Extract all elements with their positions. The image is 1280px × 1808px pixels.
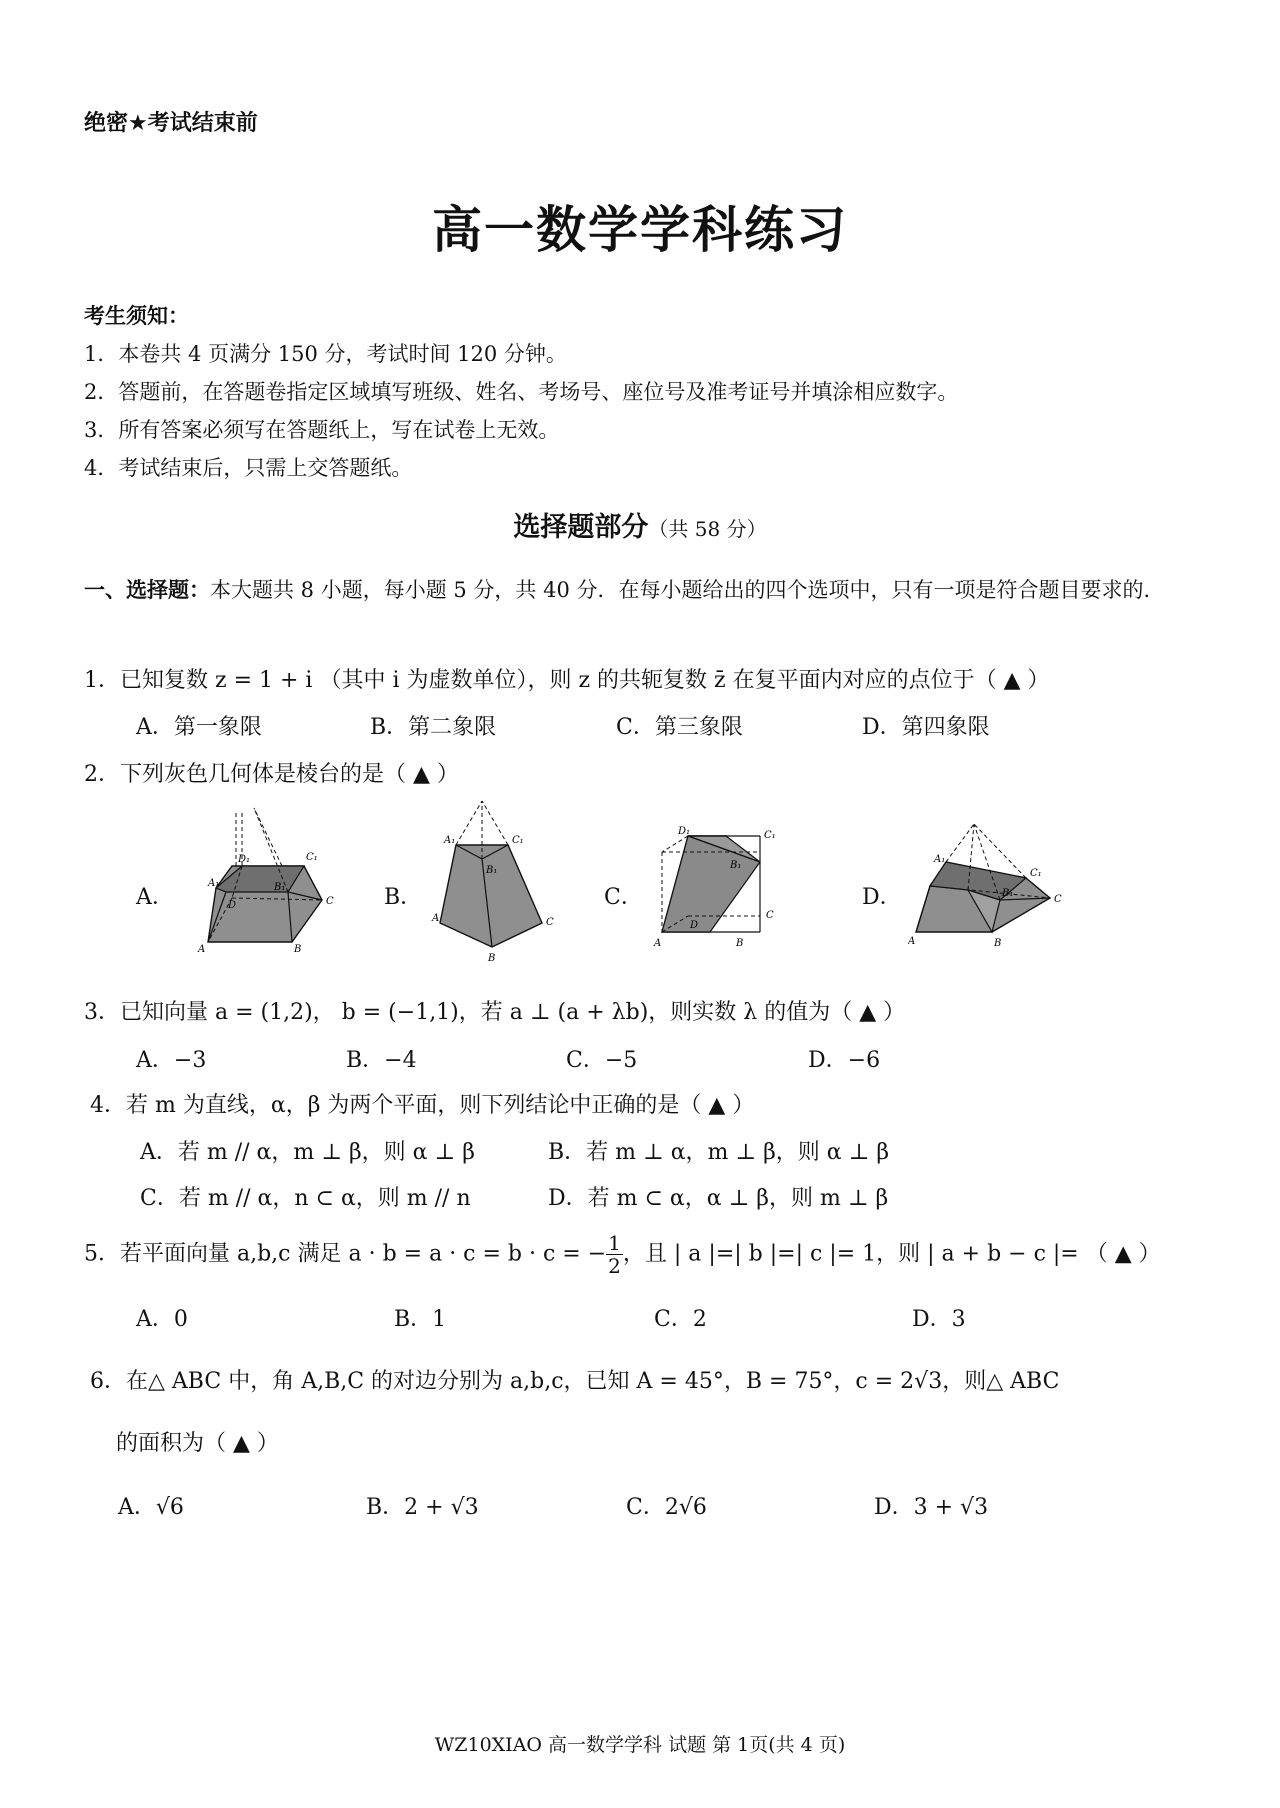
figure-a [196,800,346,960]
figure-c-label-b1: B₁ [730,860,742,871]
figure-a-label-b1: B₁ [274,882,286,893]
figure-c-label-d: D [690,920,699,931]
question-6-stem: 6．在△ ABC 中，角 A,B,C 的对边分别为 a,b,c，已知 A = 45°，B = 75°，c = 2√3，则△ ABC [90,1369,1060,1394]
question-5-option-d: D．3 [912,1307,966,1332]
figure-a-label-c1: C₁ [306,852,318,863]
figure-d-label-b: B [994,938,1002,949]
page-title: 高一数学学科练习 [432,200,848,259]
question-6-stem-continued: 的面积为（ ▲ ） [116,1431,279,1456]
figure-a-label-d1: D₁ [238,854,251,865]
question-5-stem [84,1232,1161,1277]
question-1-stem: 1．已知复数 z = 1 + i （其中 i 为虚数单位），则 z 的共轭复数 z̄ 在复平面内对应的点位于（ ▲ ） [84,668,1050,693]
figure-a-label-a1: A₁ [208,878,220,889]
question-3-stem: 3．已知向量 a = (1,2)， b = (−1,1)，若 a ⊥ (a + λb)，则实数 λ 的值为（ ▲ ） [84,1000,906,1025]
section-subtitle: （共 58 分） [648,517,767,541]
figure-d-label-a: A [908,936,916,947]
figure-d-label-c1: C₁ [1030,868,1042,879]
question-5-fraction [606,1232,623,1277]
confidential-label: 绝密★考试结束前 [84,111,258,136]
question-2-stem: 2．下列灰色几何体是棱台的是（ ▲ ） [84,762,459,787]
question-2-option-a: A． [136,885,174,910]
notice-item-3: 3．所有答案必须写在答题纸上，写在试卷上无效。 [84,418,560,442]
figure-a-label-d: D [228,900,237,911]
section-title: 选择题部分 [513,512,649,543]
figure-c [648,822,788,952]
question-6-option-c: C．2√6 [626,1495,707,1520]
question-4-option-c: C．若 m // α，n ⊂ α，则 m // n [140,1186,471,1211]
question-5-stem-part-a: 5．若平面向量 a,b,c 满足 a · b = a · c = b · c = − [84,1241,607,1267]
notice-item-2: 2．答题前，在答题卷指定区域填写班级、姓名、考场号、座位号及准考证号并填涂相应数字。 [84,380,959,404]
figure-b-label-b1: B₁ [486,865,498,876]
figure-a-label-c: C [326,896,334,907]
figure-b-label-c1: C₁ [512,835,524,846]
question-1-option-d: D．第四象限 [862,715,990,740]
figure-d [908,818,1068,958]
figure-b-label-a: A [432,913,440,924]
question-3-option-a: A．−3 [136,1048,207,1073]
question-5-option-b: B．1 [394,1307,447,1332]
figure-c-label-c1: C₁ [764,830,776,841]
figure-b-label-c: C [546,917,554,928]
intro-text: 本大题共 8 小题，每小题 5 分，共 40 分．在每小题给出的四个选项中，只有一项是符合题目要求的． [210,578,1165,602]
figure-c-label-b: B [736,938,744,949]
page-footer: WZ10XIAO 高一数学学科 试题 第 1页(共 4 页) [434,1734,846,1756]
section-intro [84,568,1194,612]
figure-b-label-b: B [488,953,496,964]
figure-a-label-b: B [294,944,302,955]
notice-item-4: 4．考试结束后，只需上交答题纸。 [84,456,413,480]
question-6-option-d: D．3 + √3 [874,1495,989,1520]
figure-c-label-a: A [654,938,662,949]
question-4-option-b: B．若 m ⊥ α，m ⊥ β，则 α ⊥ β [548,1140,890,1165]
question-2-option-c: C． [604,885,643,910]
question-3-option-d: D．−6 [808,1048,881,1073]
question-3-option-b: B．−4 [346,1048,417,1073]
figure-b [426,795,566,965]
question-4-stem: 4．若 m 为直线，α，β 为两个平面，则下列结论中正确的是（ ▲ ） [90,1093,755,1118]
section-heading [0,505,1280,544]
figure-d-label-c: C [1054,894,1062,905]
figure-a-label-a: A [198,944,206,955]
fraction-numerator: 1 [608,1231,621,1255]
intro-lead: 一、选择题： [84,578,210,602]
question-6-option-b: B．2 + √3 [366,1495,479,1520]
question-2-option-d: D． [862,885,902,910]
question-6-option-a: A．√6 [118,1495,184,1520]
figure-c-label-c: C [766,910,774,921]
figure-c-label-d1: D₁ [678,826,691,837]
figure-b-label-a1: A₁ [444,835,456,846]
question-4-option-a: A．若 m // α，m ⊥ β，则 α ⊥ β [140,1140,475,1165]
question-1-option-b: B．第二象限 [370,715,497,740]
question-3-option-c: C．−5 [566,1048,638,1073]
question-2-option-b: B． [384,885,423,910]
notice-title: 考生须知： [84,304,189,328]
question-5-stem-part-b: ，且 | a |=| b |=| c |= 1，则 | a + b − c |= （ ▲ ） [622,1241,1161,1267]
fraction-denominator: 2 [608,1254,621,1278]
figure-d-label-b1: B₁ [1002,888,1014,899]
question-5-option-c: C．2 [654,1307,707,1332]
question-5-option-a: A．0 [136,1307,188,1332]
question-1-option-c: C．第三象限 [616,715,743,740]
question-1-option-a: A．第一象限 [136,715,262,740]
question-4-option-d: D．若 m ⊂ α，α ⊥ β，则 m ⊥ β [548,1186,889,1211]
figure-d-label-a1: A₁ [934,854,946,865]
notice-item-1: 1．本卷共 4 页满分 150 分，考试时间 120 分钟。 [84,342,567,366]
